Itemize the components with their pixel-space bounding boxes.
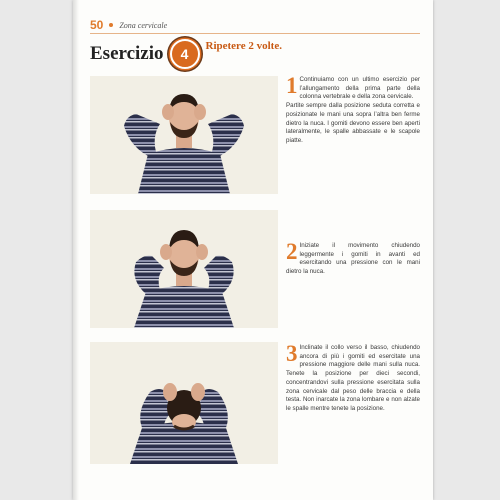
repeat-instruction: Ripetere 2 volte. — [205, 40, 282, 52]
step-1 — [286, 73, 420, 146]
step-text: Inclinate il collo verso il basso, chiudendo ancora di più i gomiti ed esercitate una pressione maggiore delle mani sulla nuca. Tenete la posizione per dieci secondi, concentrandovi sulla pressione esercitata sulla zona cervicale dal peso delle braccia e della testa. Non inarcate la zona lombare e non alzate le spalle mentre tenete la posizione. — [286, 344, 420, 412]
header-divider — [90, 33, 420, 34]
exercise-label: Esercizio — [90, 43, 164, 64]
man-hands-behind-head-image — [90, 76, 278, 194]
bullet-icon — [109, 23, 113, 27]
step-number: 3 — [286, 341, 298, 366]
exercise-photo-2 — [90, 210, 278, 328]
page-header — [90, 18, 167, 32]
step-number: 2 — [286, 239, 298, 264]
page-gutter-shadow — [73, 0, 79, 500]
exercise-number-badge: 4 — [170, 39, 200, 69]
step-text: Iniziate il movimento chiudendo leggermente i gomiti in avanti ed esercitando una pressione con le mani dietro la nuca. — [286, 242, 420, 276]
exercise-photo-1 — [90, 76, 278, 194]
man-head-tilted-down-image — [90, 342, 278, 464]
step-3 — [286, 341, 420, 414]
exercise-title — [90, 36, 282, 72]
section-title: Zona cervicale — [119, 20, 168, 30]
page-number: 50 — [90, 18, 104, 32]
step-text: Continuiamo con un ultimo esercizio per l’allungamento della prima parte della colonna vertebrale e della zona cervicale. — [299, 76, 420, 101]
step-text: Partite sempre dalla posizione seduta corretta e posizionate le mani una sopra l’altra ben ferme dietro la nuca. I gomiti devono essere ben aperti lateralmente, le spalle abbassate e le scapole piatte. — [286, 102, 420, 144]
man-elbows-forward-image — [90, 210, 278, 328]
step-number: 1 — [286, 73, 298, 98]
step-2 — [286, 239, 420, 277]
book-page — [73, 0, 433, 500]
exercise-photo-3 — [90, 342, 278, 464]
